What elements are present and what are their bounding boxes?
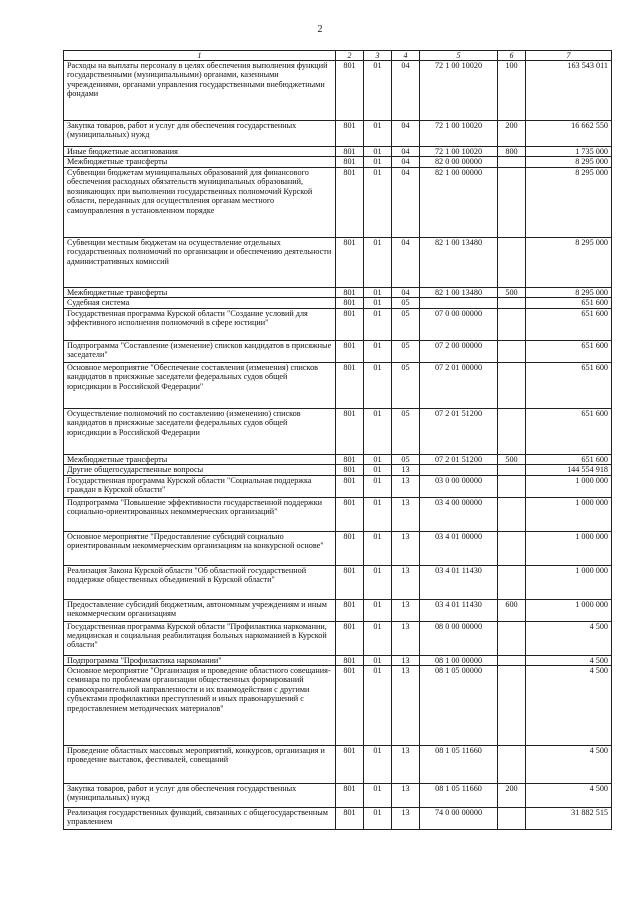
page-number: 2 — [317, 24, 323, 35]
row-expense-type-cell — [498, 497, 526, 531]
row-code-cell: 801 — [336, 465, 364, 475]
table-row — [64, 167, 612, 237]
row-code-cell: 801 — [336, 121, 364, 147]
row-subsection-cell: 13 — [392, 565, 420, 599]
row-expense-type-cell — [498, 565, 526, 599]
table-row — [64, 121, 612, 147]
row-name-cell: Межбюджетные трансферты — [64, 454, 336, 464]
table-row — [64, 497, 612, 531]
row-target-article-cell: 08 1 00 00000 — [420, 655, 498, 665]
row-section-cell: 01 — [364, 298, 392, 308]
row-target-article-cell: 07 2 01 51200 — [420, 454, 498, 464]
row-amount-cell: 651 600 — [526, 340, 612, 362]
row-target-article-cell: 07 2 01 51200 — [420, 408, 498, 454]
row-target-article-cell: 72 1 00 10020 — [420, 121, 498, 147]
row-section-cell: 01 — [364, 454, 392, 464]
row-name-cell: Основное мероприятие "Обеспечение составления (изменения) списков кандидатов в присяжные заседатели федеральных судов общей юрисдикции в Российской Федерации" — [64, 362, 336, 408]
row-code-cell: 801 — [336, 157, 364, 167]
row-name-cell: Основное мероприятие "Организация и проведение областного совещания-семинара по проблемам организации общественных формирований правоохранительной направленности и их взаимодействия с другими субъектами профилактики преступлений и иных правонарушений с предоставлением методических материалов" — [64, 665, 336, 745]
row-amount-cell: 4 500 — [526, 655, 612, 665]
row-target-article-cell: 07 0 00 00000 — [420, 308, 498, 340]
row-name-cell: Межбюджетные трансферты — [64, 287, 336, 297]
row-amount-cell: 651 600 — [526, 308, 612, 340]
row-amount-cell: 163 543 011 — [526, 61, 612, 121]
row-expense-type-cell: 600 — [498, 599, 526, 621]
table-row — [64, 287, 612, 297]
row-name-cell: Подпрограмма "Повышение эффективности государственной поддержки социально-ориентированных некоммерческих организаций" — [64, 497, 336, 531]
row-expense-type-cell — [498, 362, 526, 408]
row-section-cell: 01 — [364, 531, 392, 565]
row-subsection-cell: 13 — [392, 745, 420, 783]
row-code-cell: 801 — [336, 745, 364, 783]
row-target-article-cell: 07 2 00 00000 — [420, 340, 498, 362]
row-name-cell: Реализация государственных функций, связанных с общегосударственным управлением — [64, 807, 336, 829]
row-name-cell: Иные бюджетные ассигнования — [64, 147, 336, 157]
row-amount-cell: 651 600 — [526, 362, 612, 408]
row-section-cell: 01 — [364, 807, 392, 829]
row-name-cell: Проведение областных массовых мероприятий, конкурсов, организация и проведение выставок, фестивалей, совещаний — [64, 745, 336, 783]
row-subsection-cell: 05 — [392, 454, 420, 464]
row-name-cell: Судебная система — [64, 298, 336, 308]
row-name-cell: Расходы на выплаты персоналу в целях обеспечения выполнения функций государственными (муниципальными) органами, казенными учреждениями, органами управления государственными внебюджетными фондами — [64, 61, 336, 121]
row-section-cell: 01 — [364, 599, 392, 621]
row-expense-type-cell: 500 — [498, 454, 526, 464]
table-row — [64, 237, 612, 287]
row-name-cell: Государственная программа Курской области "Профилактика наркомании, медицинская и социальная реабилитация больных наркоманией в Курской области" — [64, 621, 336, 655]
row-section-cell: 01 — [364, 621, 392, 655]
row-section-cell: 01 — [364, 237, 392, 287]
row-expense-type-cell — [498, 531, 526, 565]
row-amount-cell: 31 882 515 — [526, 807, 612, 829]
row-section-cell: 01 — [364, 665, 392, 745]
row-subsection-cell: 13 — [392, 531, 420, 565]
row-expense-type-cell — [498, 308, 526, 340]
row-section-cell: 01 — [364, 565, 392, 599]
row-code-cell: 801 — [336, 621, 364, 655]
row-amount-cell: 1 000 000 — [526, 565, 612, 599]
row-code-cell: 801 — [336, 237, 364, 287]
table-row — [64, 621, 612, 655]
row-name-cell: Закупка товаров, работ и услуг для обеспечения государственных (муниципальных) нужд — [64, 783, 336, 807]
row-expense-type-cell: 500 — [498, 287, 526, 297]
row-expense-type-cell: 200 — [498, 121, 526, 147]
row-subsection-cell: 13 — [392, 665, 420, 745]
row-section-cell: 01 — [364, 655, 392, 665]
row-expense-type-cell — [498, 807, 526, 829]
row-amount-cell: 8 295 000 — [526, 287, 612, 297]
table-row — [64, 475, 612, 497]
table-row — [64, 465, 612, 475]
row-expense-type-cell — [498, 465, 526, 475]
row-section-cell: 01 — [364, 147, 392, 157]
table-row — [64, 454, 612, 464]
table-row — [64, 308, 612, 340]
column-header: 4 — [392, 51, 420, 61]
row-name-cell: Субвенции местным бюджетам на осуществление отдельных государственных полномочий по организации и обеспечению деятельности административных комиссий — [64, 237, 336, 287]
table-row — [64, 565, 612, 599]
row-subsection-cell: 05 — [392, 308, 420, 340]
row-target-article-cell: 03 4 01 11430 — [420, 565, 498, 599]
row-subsection-cell: 13 — [392, 655, 420, 665]
row-section-cell: 01 — [364, 497, 392, 531]
row-amount-cell: 4 500 — [526, 745, 612, 783]
row-section-cell: 01 — [364, 475, 392, 497]
row-subsection-cell: 13 — [392, 783, 420, 807]
row-expense-type-cell — [498, 745, 526, 783]
row-name-cell: Основное мероприятие "Предоставление субсидий социально ориентированным некоммерческим организациям на конкурсной основе" — [64, 531, 336, 565]
row-amount-cell: 651 600 — [526, 298, 612, 308]
row-code-cell: 801 — [336, 167, 364, 237]
row-amount-cell: 4 500 — [526, 783, 612, 807]
row-name-cell: Осуществление полномочий по составлению (изменению) списков кандидатов в присяжные заседатели федеральных судов общей юрисдикции в Российской Федерации — [64, 408, 336, 454]
row-code-cell: 801 — [336, 408, 364, 454]
table-row — [64, 655, 612, 665]
row-subsection-cell: 04 — [392, 287, 420, 297]
row-code-cell: 801 — [336, 807, 364, 829]
table-row — [64, 147, 612, 157]
row-expense-type-cell: 200 — [498, 783, 526, 807]
row-target-article-cell: 82 1 00 00000 — [420, 167, 498, 237]
row-code-cell: 801 — [336, 61, 364, 121]
row-target-article-cell: 03 4 01 11430 — [420, 599, 498, 621]
row-target-article-cell: 03 4 00 00000 — [420, 497, 498, 531]
row-subsection-cell: 13 — [392, 497, 420, 531]
row-name-cell: Другие общегосударственные вопросы — [64, 465, 336, 475]
row-amount-cell: 1 000 000 — [526, 475, 612, 497]
column-header: 3 — [364, 51, 392, 61]
row-amount-cell: 8 295 000 — [526, 237, 612, 287]
row-target-article-cell: 08 1 05 00000 — [420, 665, 498, 745]
row-section-cell: 01 — [364, 287, 392, 297]
row-name-cell: Реализация Закона Курской области "Об областной государственной поддержке общественных объединений в Курской области" — [64, 565, 336, 599]
row-section-cell: 01 — [364, 408, 392, 454]
row-amount-cell: 1 000 000 — [526, 531, 612, 565]
row-subsection-cell: 13 — [392, 465, 420, 475]
row-section-cell: 01 — [364, 61, 392, 121]
row-amount-cell: 651 600 — [526, 408, 612, 454]
row-expense-type-cell — [498, 655, 526, 665]
row-expense-type-cell — [498, 157, 526, 167]
row-code-cell: 801 — [336, 298, 364, 308]
row-code-cell: 801 — [336, 475, 364, 497]
row-subsection-cell: 04 — [392, 147, 420, 157]
row-code-cell: 801 — [336, 147, 364, 157]
row-target-article-cell — [420, 298, 498, 308]
row-code-cell: 801 — [336, 531, 364, 565]
row-section-cell: 01 — [364, 745, 392, 783]
row-name-cell: Подпрограмма "Профилактика наркомании" — [64, 655, 336, 665]
row-code-cell: 801 — [336, 665, 364, 745]
table-row — [64, 362, 612, 408]
row-subsection-cell: 13 — [392, 807, 420, 829]
row-expense-type-cell: 100 — [498, 61, 526, 121]
budget-table — [63, 50, 612, 830]
row-target-article-cell: 72 1 00 10020 — [420, 61, 498, 121]
row-subsection-cell: 05 — [392, 362, 420, 408]
row-target-article-cell: 03 4 01 00000 — [420, 531, 498, 565]
row-code-cell: 801 — [336, 565, 364, 599]
table-row — [64, 408, 612, 454]
row-expense-type-cell — [498, 665, 526, 745]
column-header: 6 — [498, 51, 526, 61]
row-subsection-cell: 04 — [392, 167, 420, 237]
row-section-cell: 01 — [364, 783, 392, 807]
table-row — [64, 157, 612, 167]
row-section-cell: 01 — [364, 362, 392, 408]
row-name-cell: Закупка товаров, работ и услуг для обеспечения государственных (муниципальных) нужд — [64, 121, 336, 147]
row-code-cell: 801 — [336, 783, 364, 807]
row-name-cell: Государственная программа Курской области "Социальная поддержка граждан в Курской области" — [64, 475, 336, 497]
row-amount-cell: 16 662 550 — [526, 121, 612, 147]
table-row — [64, 807, 612, 829]
row-amount-cell: 144 554 918 — [526, 465, 612, 475]
row-name-cell: Субвенции бюджетам муниципальных образований для финансового обеспечения расходных обязательств муниципальных образований, возникающих при выполнении государственных полномочий Курской области, переданных для осуществления органам местного самоуправления в установленном порядке — [64, 167, 336, 237]
row-target-article-cell: 82 1 00 13480 — [420, 287, 498, 297]
row-code-cell: 801 — [336, 308, 364, 340]
row-name-cell: Предоставление субсидий бюджетным, автономным учреждениям и иным некоммерческим организациям — [64, 599, 336, 621]
row-name-cell: Подпрограмма "Составление (изменение) списков кандидатов в присяжные заседатели" — [64, 340, 336, 362]
row-subsection-cell: 04 — [392, 157, 420, 167]
table-row — [64, 531, 612, 565]
row-subsection-cell: 04 — [392, 237, 420, 287]
row-expense-type-cell — [498, 167, 526, 237]
table-row — [64, 298, 612, 308]
column-header: 5 — [420, 51, 498, 61]
row-code-cell: 801 — [336, 287, 364, 297]
row-expense-type-cell — [498, 408, 526, 454]
row-target-article-cell: 08 1 05 11660 — [420, 745, 498, 783]
row-expense-type-cell: 800 — [498, 147, 526, 157]
row-section-cell: 01 — [364, 308, 392, 340]
table-row — [64, 61, 612, 121]
row-expense-type-cell — [498, 237, 526, 287]
row-amount-cell: 651 600 — [526, 454, 612, 464]
row-target-article-cell: 07 2 01 00000 — [420, 362, 498, 408]
row-section-cell: 01 — [364, 121, 392, 147]
row-subsection-cell: 05 — [392, 340, 420, 362]
row-target-article-cell — [420, 465, 498, 475]
row-expense-type-cell — [498, 340, 526, 362]
table-header-row — [64, 51, 612, 61]
row-amount-cell: 4 500 — [526, 621, 612, 655]
table-row — [64, 665, 612, 745]
table-body — [64, 61, 612, 830]
row-amount-cell: 8 295 000 — [526, 167, 612, 237]
table-row — [64, 599, 612, 621]
row-section-cell: 01 — [364, 157, 392, 167]
row-code-cell: 801 — [336, 655, 364, 665]
row-target-article-cell: 74 0 00 00000 — [420, 807, 498, 829]
row-subsection-cell: 13 — [392, 621, 420, 655]
row-section-cell: 01 — [364, 465, 392, 475]
row-amount-cell: 4 500 — [526, 665, 612, 745]
row-name-cell: Межбюджетные трансферты — [64, 157, 336, 167]
row-amount-cell: 1 735 000 — [526, 147, 612, 157]
row-code-cell: 801 — [336, 454, 364, 464]
row-amount-cell: 8 295 000 — [526, 157, 612, 167]
table-row — [64, 783, 612, 807]
row-code-cell: 801 — [336, 362, 364, 408]
column-header: 7 — [526, 51, 612, 61]
row-section-cell: 01 — [364, 340, 392, 362]
row-subsection-cell: 04 — [392, 61, 420, 121]
row-code-cell: 801 — [336, 599, 364, 621]
table-row — [64, 340, 612, 362]
row-target-article-cell: 82 1 00 13480 — [420, 237, 498, 287]
row-target-article-cell: 03 0 00 00000 — [420, 475, 498, 497]
row-code-cell: 801 — [336, 340, 364, 362]
row-expense-type-cell — [498, 475, 526, 497]
row-subsection-cell: 13 — [392, 475, 420, 497]
row-subsection-cell: 05 — [392, 408, 420, 454]
table-row — [64, 745, 612, 783]
row-target-article-cell: 72 1 00 10020 — [420, 147, 498, 157]
row-subsection-cell: 04 — [392, 121, 420, 147]
row-target-article-cell: 08 1 05 11660 — [420, 783, 498, 807]
row-name-cell: Государственная программа Курской области "Создание условий для эффективного исполнения полномочий в сфере юстиции" — [64, 308, 336, 340]
row-expense-type-cell — [498, 298, 526, 308]
column-header: 1 — [64, 51, 336, 61]
row-amount-cell: 1 000 000 — [526, 497, 612, 531]
column-header: 2 — [336, 51, 364, 61]
row-amount-cell: 1 000 000 — [526, 599, 612, 621]
row-target-article-cell: 82 0 00 00000 — [420, 157, 498, 167]
row-target-article-cell: 08 0 00 00000 — [420, 621, 498, 655]
row-expense-type-cell — [498, 621, 526, 655]
row-subsection-cell: 13 — [392, 599, 420, 621]
row-section-cell: 01 — [364, 167, 392, 237]
row-subsection-cell: 05 — [392, 298, 420, 308]
row-code-cell: 801 — [336, 497, 364, 531]
